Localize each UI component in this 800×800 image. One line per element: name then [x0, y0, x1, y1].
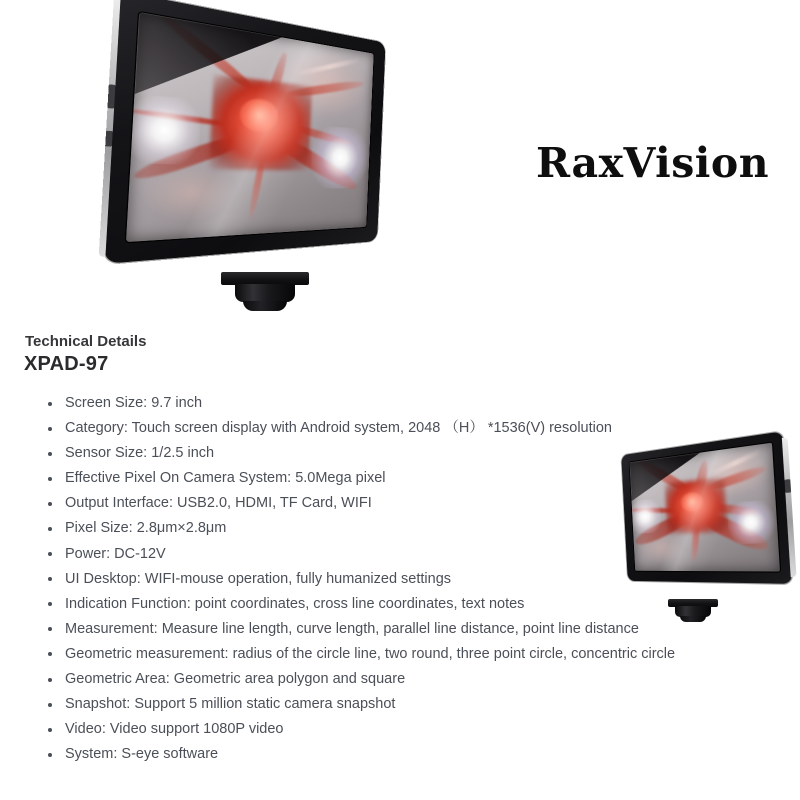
spec-item-effective-pixel: Effective Pixel On Camera System: 5.0Mega pixel — [47, 466, 747, 491]
spec-item-geometric-measurement: Geometric measurement: radius of the circle line, two round, three point circle, concentric circle — [47, 642, 747, 667]
technical-details-heading: Technical Details — [25, 333, 147, 350]
spec-item-geometric-area: Geometric Area: Geometric area polygon and square — [47, 667, 747, 692]
product-name-heading: XPAD-97 — [24, 353, 109, 375]
tablet-frame — [621, 431, 792, 584]
spec-item-sensor-size: Sensor Size: 1/2.5 inch — [47, 441, 747, 466]
neuron-micrograph — [629, 443, 780, 572]
power-button — [105, 131, 113, 147]
side-button — [784, 479, 791, 493]
secondary-product-image — [596, 430, 798, 635]
spec-item-indication-function: Indication Function: point coordinates, cross line coordinates, text notes — [47, 592, 747, 617]
tablet-side-edge — [99, 0, 121, 257]
camera-mount-lens-ring — [243, 301, 287, 311]
spec-item-video: Video: Video support 1080P video — [47, 717, 747, 742]
screen-glare — [126, 12, 374, 242]
camera-mount — [221, 272, 309, 318]
spec-item-snapshot: Snapshot: Support 5 million static camera snapshot — [47, 692, 747, 717]
neuron-micrograph — [126, 12, 374, 242]
tablet-screen — [126, 12, 374, 242]
tablet-side-edge — [782, 437, 797, 577]
spec-item-measurement: Measurement: Measure line length, curve length, parallel line distance, point line distance — [47, 617, 747, 642]
spec-item-power: Power: DC-12V — [47, 542, 747, 567]
main-product-image — [100, 0, 445, 330]
camera-mount — [668, 599, 718, 625]
screen-glare — [629, 443, 780, 572]
spec-item-ui-desktop: UI Desktop: WIFI-mouse operation, fully humanized settings — [47, 567, 747, 592]
spec-item-pixel-size: Pixel Size: 2.8μm×2.8μm — [47, 516, 747, 541]
camera-mount-lens-ring — [680, 616, 706, 622]
brand-logo: RaxVision — [536, 139, 770, 187]
spec-item-system: System: S-eye software — [47, 742, 747, 767]
spec-item-output-interface: Output Interface: USB2.0, HDMI, TF Card, WIFI — [47, 491, 747, 516]
tablet-frame — [104, 0, 386, 264]
tablet-screen — [629, 443, 780, 572]
camera-mount-cylinder — [235, 284, 295, 302]
spec-item-category: Category: Touch screen display with Android system, 2048 （H） *1536(V) resolution — [47, 416, 747, 441]
spec-item-screen-size: Screen Size: 9.7 inch — [47, 391, 747, 416]
volume-button — [107, 84, 115, 108]
